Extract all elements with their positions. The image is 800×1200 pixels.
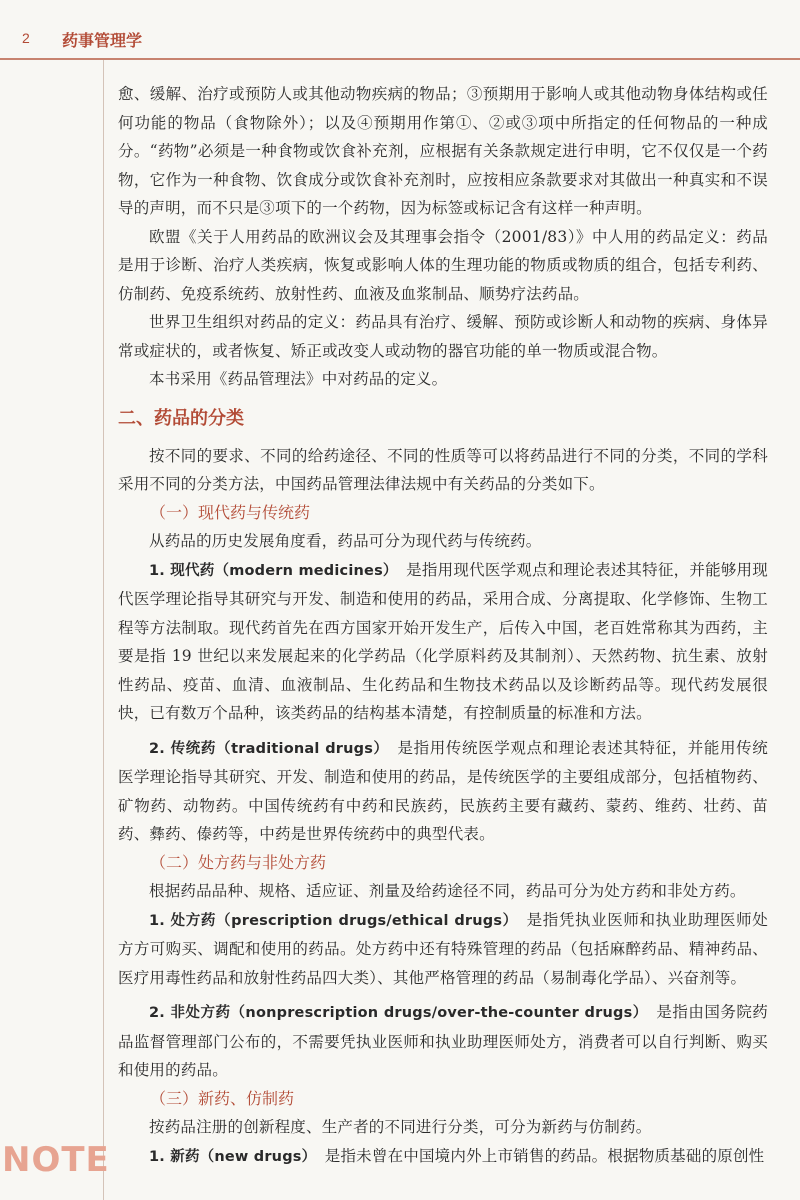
term-label: 2. 传统药（traditional drugs）: [149, 740, 382, 757]
page-number: 2: [22, 30, 30, 46]
subsection-heading: （三）新药、仿制药: [150, 1088, 295, 1108]
paragraph: 从药品的历史发展角度看，药品可分为现代药与传统药。: [149, 532, 542, 550]
term-definition: 是指由国务院药品监督管理部门公布的，不需要凭执业医师和执业助理医师处方，消费者可以自行判断、购买和使用的药品。: [118, 1003, 768, 1079]
paragraph: 根据药品品种、规格、适应证、剂量及给药途径不同，药品可分为处方药和非处方药。: [149, 882, 746, 900]
note-badge: [2, 1140, 110, 1190]
paragraph: [118, 998, 768, 1085]
term-definition: 是指凭执业医师和执业助理医师处方方可购买、调配和使用的药品。处方药中还有特殊管理的药品（包括麻醉药品、精神药品、医疗用毒性药品和放射性药品四大类）、其他严格管理的药品（易制毒化学品）、兴奋剂等。: [118, 910, 768, 987]
book-title: 药事管理学: [62, 31, 143, 50]
paragraph: [118, 906, 768, 993]
term-definition: 是指用传统医学观点和理论表述其特征，并能用传统医学理论指导其研究、开发、制造和使用的药品，是传统医学的主要组成部分，包括植物药、矿物药、动物药。中国传统药有中药和民族药，民族药主要有藏药、蒙药、维药、壮药、苗药、彝药、傣药等，中药是世界传统药中的典型代表。: [118, 738, 768, 843]
note-label: NOTE: [2, 1140, 110, 1180]
term-definition: 是指未曾在中国境内外上市销售的药品。根据物质基础的原创性: [324, 1146, 765, 1165]
subsection-heading: （一）现代药与传统药: [150, 502, 311, 522]
term-label: 2. 非处方药（nonprescription drugs/over-the-counter drugs）: [149, 1005, 641, 1021]
page-header: [0, 0, 800, 72]
paragraph: [118, 556, 768, 728]
term-definition: 是指用现代医学观点和理论表述其特征，并能够用现代医学理论指导其研究与开发、制造和使用的药品，采用合成、分离提取、化学修饰、生物工程等方法制取。现代药首先在西方国家开始开发生产，后传入中国，老百姓常称其为西药，主要是指 19 世纪以来发展起来的化学药品（化学原料药及其制剂）、天然药物、抗生素、放射性药品、疫苗、血清、血液制品、生化药品和生物技术药品以及诊断药品等。现代药发展很快，已有数万个品种，该类药品的结构基本清楚，有控制质量的标准和方法。: [118, 560, 768, 722]
paragraph: [118, 1142, 768, 1172]
term-label: 1. 新药（new drugs）: [149, 1148, 310, 1165]
term-label: 1. 处方药（prescription drugs/ethical drugs）: [149, 912, 511, 929]
subsection-heading: （二）处方药与非处方药: [150, 852, 327, 872]
paragraph: 按不同的要求、不同的给药途径、不同的性质等可以将药品进行不同的分类，不同的学科采用不同的分类方法，中国药品管理法律法规中有关药品的分类如下。: [118, 446, 768, 493]
margin-rule: [103, 60, 104, 1200]
section-heading: 二、药品的分类: [118, 407, 244, 429]
page-body: [118, 80, 768, 1171]
paragraph: 本书采用《药品管理法》中对药品的定义。: [149, 370, 448, 388]
paragraph: 愈、缓解、治疗或预防人或其他动物疾病的物品；③预期用于影响人或其他动物身体结构或任何功能的物品（食物除外）；以及④预期用作第①、②或③项中所指定的任何物品的一种成分。“药物”必须是一种食物或饮食补充剂，应根据有关条款规定进行申明，它不仅仅是一个药物，它作为一种食物、饮食成分或饮食补充剂时，应按相应条款要求对其做出一种真实和不误导的声明，而不只是③项下的一个药物，因为标签或标记含有这样一种声明。: [118, 85, 768, 217]
paragraph: 按药品注册的创新程度、生产者的不同进行分类，可分为新药与仿制药。: [149, 1118, 652, 1136]
paragraph: 欧盟《关于人用药品的欧洲议会及其理事会指令（2001/83）》中人用的药品定义：药品是用于诊断、治疗人类疾病，恢复或影响人体的生理功能的物质或物质的组合，包括专利药、仿制药、免疫系统药、放射性药、血液及血浆制品、顺势疗法药品。: [118, 227, 768, 303]
header-divider: [0, 58, 800, 60]
term-label: 1. 现代药（modern medicines）: [149, 562, 391, 579]
paragraph: 世界卫生组织对药品的定义：药品具有治疗、缓解、预防或诊断人和动物的疾病、身体异常或症状的，或者恢复、矫正或改变人或动物的器官功能的单一物质或混合物。: [118, 313, 768, 360]
paragraph: [118, 734, 768, 849]
